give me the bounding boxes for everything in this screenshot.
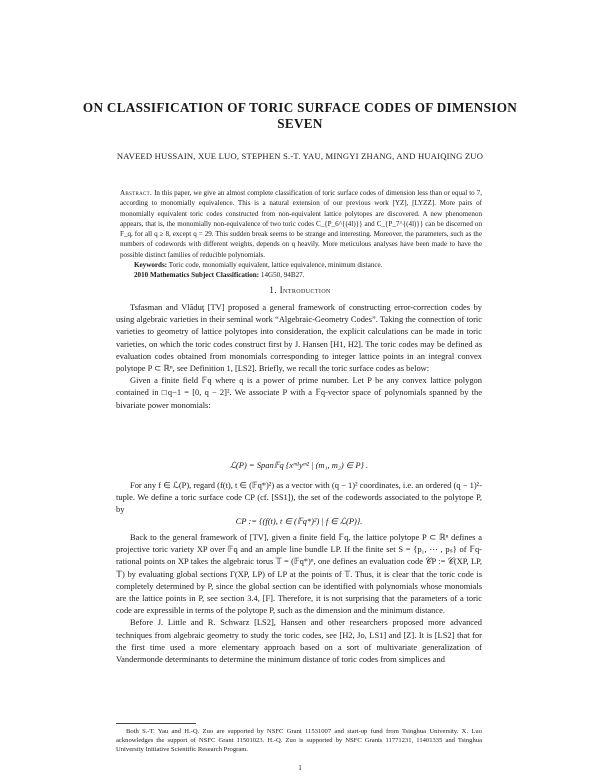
msc-line [120, 270, 482, 280]
intro-paragraph-2: Given a finite field 𝔽q where q is a power of prime number. Let P be any convex lattice polygon contained in □q−1 = [0, q − 2]². We associate P with a 𝔽q-vector space of polynomials spanned by the bivariate power monomials: [116, 375, 482, 410]
section-heading: 1. Introduction [269, 285, 331, 295]
footnote [116, 727, 482, 754]
keywords-line [120, 260, 482, 270]
msc-text: 14G50, 94B27. [260, 271, 305, 280]
msc-label: 2010 Mathematics Subject Classification: [134, 271, 260, 280]
abstract [120, 188, 482, 281]
author-list: NAVEED HUSSAIN, XUE LUO, STEPHEN S.-T. YAU, MINGYI ZHANG, AND HUAIQING ZUO [116, 151, 484, 161]
footnote-rule [116, 723, 196, 724]
intro-paragraph-1: Tsfasman and Vlăduţ [TV] proposed a general framework of constructing error-correction codes by using algebraic varieties in their seminal work “Algebraic-Geometry Codes”. Taking the connection of toric varieties to geometry of lattice polytopes into consideration, the explicit calculations can be made in toric varieties, on which the toric codes construct first by J. Hansen [H1, H2]. The toric codes may be defined as evaluation codes obtained from monomials corresponding to integer lattice points in an integral convex polytope P ⊂ ℝⁿ, see Definition 1, [LS2]. Briefly, we recall the toric surface codes as below: [116, 302, 482, 374]
abstract-text: In this paper, we give an almost complete classification of toric surface codes of dimension less than or equal to 7, according to monomially equivalence. This is a natural extension of our previous work [YZ], [LYZZ]. More pairs of monomially equivalent toric codes constructed from non-equivalent lattice polytopes are discovered. A new phenomenon appears, that is, the monomially non-equivalence of two toric codes C_{P_6^{(4l)}} and C_{P_7^{(4l)}} can be discerned on F_q, for all q ≥ 8, except q = 29. This sudden break seems to be strange and interesting. Moreover, the parameters, such as the numbers of codewords with different weights, depends on q heavily. More meticulous analyses have been made to have the possible distinct families of reducible polynomials. [120, 189, 482, 259]
keywords-label: Keywords: [134, 261, 168, 270]
intro-paragraph-4: Back to the general framework of [TV], given a finite field 𝔽q, the lattice polytope P ⊂ ℝⁿ defines a projective toric variety XP over 𝔽q and an ample line bundle LP. If the finite set S = {p₁, ⋯ , pₛ} of 𝔽q-rational points on XP takes the algebraic torus 𝕋 = (𝔽q*)ⁿ, one defines an evaluation code 𝒞P := 𝒞(XP, LP, 𝕋) by evaluating global sections Γ(XP, LP) of LP at the points of 𝕋. Thus, it is clear that the toric code is completely determined by P, since the global section can be identified with polynomials whose monomials are the lattice points in P, see section 3.4, [F]. Therefore, it is not surprising that the parameters of a toric code are expressible in terms of the polytope P, such as the dimension and the minimum distance. [116, 532, 482, 616]
intro-paragraph-3-block [116, 479, 482, 516]
footnote-text: Both S.-T. Yau and H.-Q. Zuo are supported by NSFC Grant 11531007 and start-up fund from Tsinghua University. X. Luo acknowledges the support of NSFC Grant 11501023. H.-Q. Zuo is supported by NSFC Grants 11771231, 11401335 and Tsinghua University Initiative Scientific Research Program. [116, 728, 482, 753]
equation-code-definition: CP := {(f(t), t ∈ (𝔽q*)²) | f ∈ ℒ(P)}. [235, 516, 363, 526]
intro-paragraph-4-block [116, 531, 482, 665]
paper-title: ON CLASSIFICATION OF TORIC SURFACE CODES OF DIMENSION SEVEN [82, 100, 518, 131]
intro-paragraph-3: For any f ∈ ℒ(P), regard (f(t), t ∈ (𝔽q*)²) as a vector with (q − 1)² coordinates, i.e. an ordered (q − 1)²-tuple. We define a toric surface code CP (cf. [SS1]), the set of the codewords associated to the polytope P, by [116, 480, 482, 515]
intro-paragraph-5: Before J. Little and R. Schwarz [LS2], Hansen and other researchers proposed more advanced techniques from algebraic geometry to study the toric codes, see [H2, Jo, LS1] and [Z]. It is [LS2] that for the first time used a more elementary approach based on a sort of multivariate generalization of Vandermonde determinants to determine the minimum distance of toric codes from simplices and [116, 617, 482, 665]
intro-paragraph-1-block [116, 301, 482, 411]
page-number: 1 [298, 764, 302, 772]
keywords-text: Toric code, monomially equivalent, lattice equivalence, minimum distance. [168, 261, 383, 270]
equation-span: ℒ(P) = Span𝔽q {xᵐ¹yᵐ² | (m₁, m₂) ∈ P} . [229, 460, 369, 470]
abstract-label: Abstract. [120, 189, 153, 197]
